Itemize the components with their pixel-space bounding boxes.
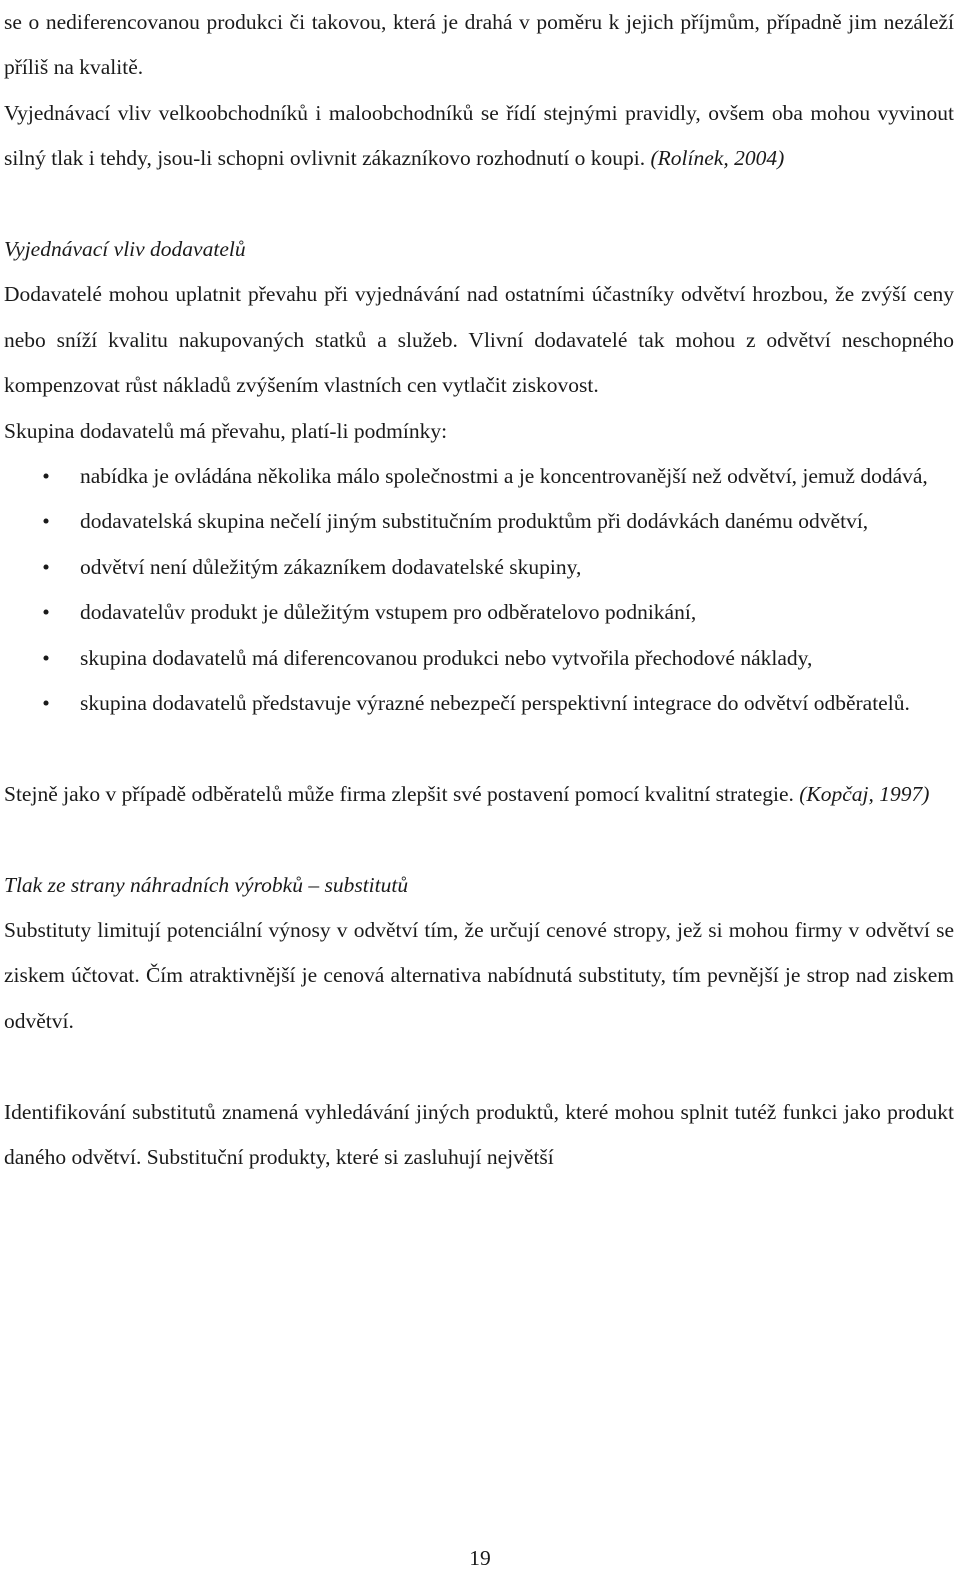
list-item-text: odvětví není důležitým zákazníkem dodavatelské skupiny, [80,554,582,579]
list-item-text: dodavatelská skupina nečelí jiným substitučním produktům při dodávkách danému odvětví, [80,509,869,534]
spacer [4,182,954,227]
spacer [4,1044,954,1089]
bullet-icon: • [42,509,50,534]
paragraph-4: Skupina dodavatelů má převahu, platí-li podmínky: [4,418,448,443]
paragraph-5 [4,772,954,817]
list-item-text: nabídka je ovládána několika málo společnostmi a je koncentrovanější než odvětví, jemuž dodává, [80,464,928,489]
paragraph-5-text: Stejně jako v případě odběratelů může firma zlepšit své postavení pomocí kvalitní strategie. [4,781,794,806]
paragraph-2 [4,91,954,182]
heading-supplier-power: Vyjednávací vliv dodavatelů [4,237,246,262]
list-item [4,636,954,681]
spacer [4,726,954,771]
list-item [4,545,954,590]
document-page [4,0,954,1181]
bullet-icon: • [42,645,50,670]
bullet-icon: • [42,464,50,489]
page-number: 19 [469,1546,491,1570]
spacer [4,817,954,862]
heading-substitutes: Tlak ze strany náhradních výrobků – substitutů [4,872,409,897]
conditions-list [4,454,954,726]
list-item-text: skupina dodavatelů představuje výrazné nebezpečí perspektivní integrace do odvětví odběratelů. [80,691,910,716]
paragraph-3: Dodavatelé mohou uplatnit převahu při vyjednávání nad ostatními účastníky odvětví hrozbou, že zvýší ceny nebo sníží kvalitu nakupovaných statků a služeb. Vlivní dodavatelé tak mohou z odvětví neschopného kompenzovat růst nákladů zvýšením vlastních cen vytlačit ziskovost. [4,282,954,398]
list-item [4,499,954,544]
citation-rolinek: (Rolínek, 2004) [650,146,785,171]
list-item-text: dodavatelův produkt je důležitým vstupem pro odběratelovo podnikání, [80,600,697,625]
list-item [4,590,954,635]
bullet-icon: • [42,691,50,716]
citation-kopcaj: (Kopčaj, 1997) [799,781,930,806]
paragraph-1: se o nediferencovanou produkci či takovou, která je drahá v poměru k jejich příjmům, případně jim nezáleží příliš na kvalitě. [4,10,954,80]
bullet-icon: • [42,600,50,625]
list-item [4,681,954,726]
bullet-icon: • [42,554,50,579]
paragraph-2-text: Vyjednávací vliv velkoobchodníků i maloobchodníků se řídí stejnými pravidly, ovšem oba mohou vyvinout silný tlak i tehdy, jsou-li schopni ovlivnit zákazníkovo rozhodnutí o koupi. [4,100,954,171]
list-item [4,454,954,499]
paragraph-7: Identifikování substitutů znamená vyhledávání jiných produktů, které mohou splnit tutéž funkci jako produkt daného odvětví. Substituční produkty, které si zasluhují největší [4,1099,954,1170]
paragraph-6: Substituty limitují potenciální výnosy v odvětví tím, že určují cenové stropy, jež si mohou firmy v odvětví se ziskem účtovat. Čím atraktivnější je cenová alternativa nabídnutá substituty, tím pevnější je strop nad ziskem odvětví. [4,918,954,1033]
list-item-text: skupina dodavatelů má diferencovanou produkci nebo vytvořila přechodové náklady, [80,645,813,670]
